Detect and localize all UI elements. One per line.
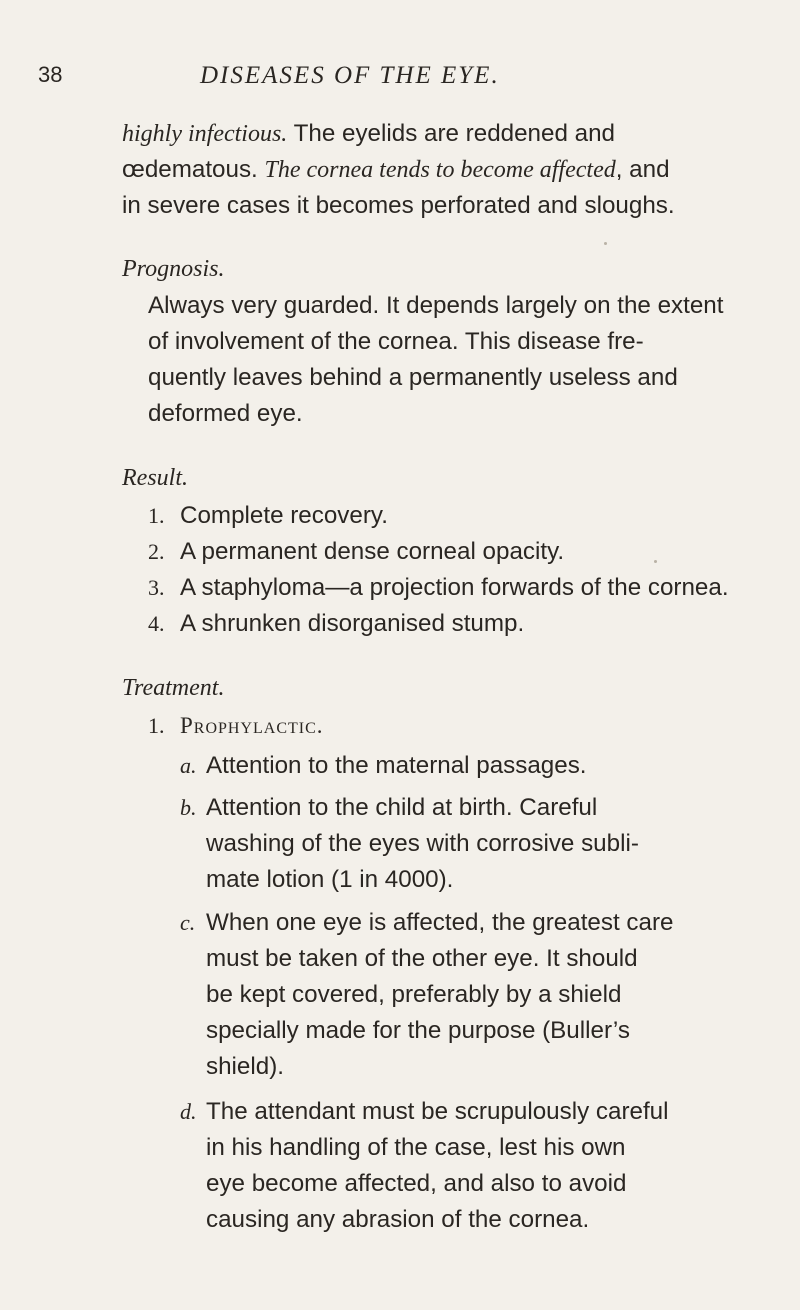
prognosis-line: deformed eye. <box>148 400 303 427</box>
result-item-number: 2. <box>148 539 165 564</box>
treatment-item-letter: b. <box>180 795 197 820</box>
treatment-item-line: eye become affected, and also to avoid <box>206 1170 627 1197</box>
page-number: 38 <box>38 62 63 87</box>
treatment-item-line: must be taken of the other eye. It should <box>206 945 638 972</box>
result-item-number: 1. <box>148 503 165 528</box>
prognosis-line: of involvement of the cornea. This disease fre- <box>148 328 644 355</box>
intro-line-2-start: œdematous. <box>122 156 265 183</box>
treatment-section-title <box>180 710 324 742</box>
result-item-text: A permanent dense corneal opacity. <box>180 538 565 565</box>
intro-line-2 <box>122 154 670 186</box>
running-title: DISEASES OF THE EYE. <box>200 62 500 89</box>
result-item-text: A shrunken disorganised stump. <box>180 610 525 637</box>
intro-line-1 <box>122 118 615 150</box>
treatment-item-line: be kept covered, preferably by a shield <box>206 981 622 1008</box>
prognosis-heading: Prognosis. <box>122 256 225 282</box>
treatment-item-letter: c. <box>180 910 196 935</box>
treatment-heading: Treatment. <box>122 675 225 701</box>
treatment-item-line: mate lotion (1 in 4000). <box>206 866 454 893</box>
result-item-number: 3. <box>148 575 165 600</box>
section-title-text: Prophylactic. <box>180 713 324 738</box>
intro-line-2-end: , and <box>615 156 670 183</box>
treatment-item-letter: d. <box>180 1099 197 1124</box>
running-head <box>38 62 738 94</box>
treatment-item-line: Attention to the maternal passages. <box>206 752 587 779</box>
treatment-item-line: shield). <box>206 1053 284 1080</box>
treatment-section-number: 1. <box>148 713 165 738</box>
treatment-item-line: specially made for the purpose (Buller’s <box>206 1017 630 1044</box>
treatment-item-line: in his handling of the case, lest his own <box>206 1134 626 1161</box>
treatment-item-line: washing of the eyes with corrosive subli- <box>206 830 639 857</box>
intro-line-3: in severe cases it becomes perforated and sloughs. <box>122 192 675 219</box>
treatment-item-line: Attention to the child at birth. Careful <box>206 794 598 821</box>
treatment-item-line: causing any abrasion of the cornea. <box>206 1206 590 1233</box>
intro-italic-phrase: highly infectious. <box>122 121 288 147</box>
treatment-item-line: When one eye is affected, the greatest care <box>206 909 674 936</box>
result-item-text: Complete recovery. <box>180 502 388 529</box>
result-item-text: A staphyloma—a projection forwards of the cornea. <box>180 574 729 601</box>
result-heading: Result. <box>122 465 188 491</box>
paper-speck <box>604 242 607 245</box>
paper-speck <box>654 560 657 563</box>
prognosis-line: Always very guarded. It depends largely on the extent <box>148 292 724 319</box>
prognosis-line: quently leaves behind a permanently useless and <box>148 364 678 391</box>
intro-line-1-text: The eyelids are reddened and <box>287 120 615 147</box>
intro-emphasis: The cornea tends to become affected <box>264 157 616 183</box>
treatment-item-line: The attendant must be scrupulously careful <box>206 1098 669 1125</box>
treatment-item-letter: a. <box>180 753 197 778</box>
result-item-number: 4. <box>148 611 165 636</box>
